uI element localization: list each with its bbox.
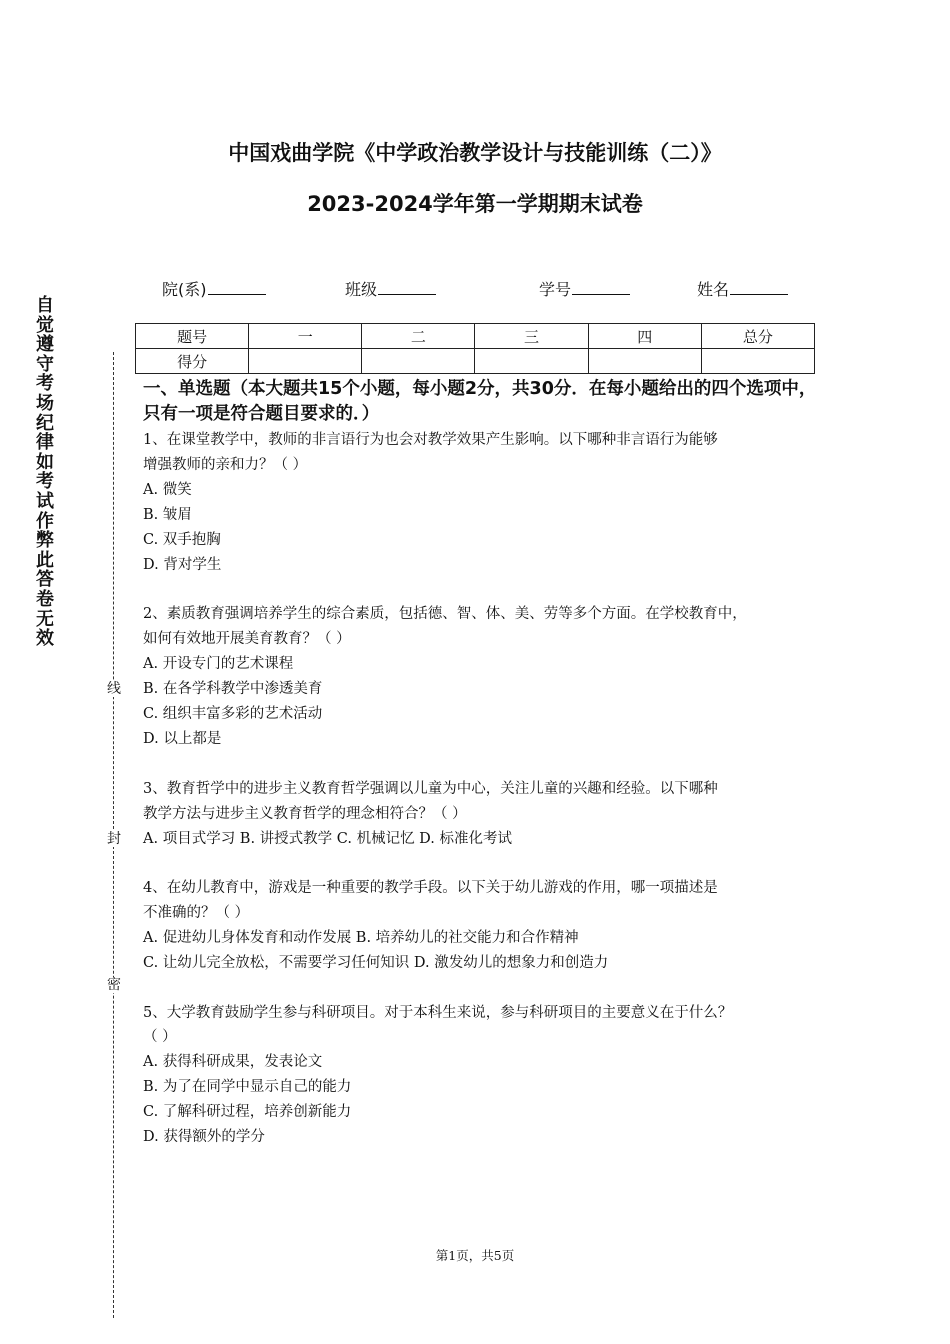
binding-mark-line: 线 [107,681,121,697]
question-line: （ ） [143,1029,177,1045]
question-line: 1、在课堂教学中，教师的非言语行为也会对教学效果产生影响。以下哪种非言语行为能够 [143,432,718,448]
option-line: B. 为了在同学中显示自己的能力 [143,1079,352,1095]
class-field[interactable] [345,277,436,300]
student-id-field[interactable] [539,277,630,300]
binding-mark-seal: 封 [107,831,121,847]
question-line: 4、在幼儿教育中，游戏是一种重要的教学手段。以下关于幼儿游戏的作用，哪一项描述是 [143,880,718,896]
score-header-cell: 题号 [136,324,249,349]
binding-warning: 自觉遵守考场纪律如考试作弊此答卷无效 [36,295,54,650]
score-value-row [136,349,815,374]
option-line: B. 皱眉 [143,507,192,523]
option-line: B. 在各学科教学中渗透美育 [143,681,323,697]
option-line: A. 开设专门的艺术课程 [143,656,294,672]
score-header-cell: 一 [249,324,362,349]
question-line: 如何有效地开展美育教育？（ ） [143,631,351,647]
student-id-label: 学号 [539,280,572,299]
option-line: C. 双手抱胸 [143,532,221,548]
question-line: 不准确的？（ ） [143,905,250,921]
option-line: A. 项目式学习 B. 讲授式教学 C. 机械记忆 D. 标准化考试 [143,831,513,847]
name-field[interactable] [697,277,788,300]
exam-title-line2: 2023-2024学年第一学期期末试卷 [307,192,643,216]
name-label: 姓名 [697,280,730,299]
score-header-cell: 三 [475,324,588,349]
option-line: C. 了解科研过程，培养创新能力 [143,1104,352,1120]
score-row-label: 得分 [136,349,249,374]
score-table [135,323,815,374]
score-header-cell: 二 [362,324,475,349]
question-line: 2、素质教育强调培养学生的综合素质，包括德、智、体、美、劳等多个方面。在学校教育中， [143,606,747,622]
option-line: D. 获得额外的学分 [143,1129,265,1145]
score-cell[interactable] [249,349,362,374]
option-line: A. 获得科研成果，发表论文 [143,1054,323,1070]
score-cell[interactable] [701,349,814,374]
question-line: 3、教育哲学中的进步主义教育哲学强调以儿童为中心，关注儿童的兴趣和经验。以下哪种 [143,781,718,797]
score-header-row [136,324,815,349]
dept-label: 院(系) [162,280,207,299]
score-header-cell: 四 [588,324,701,349]
option-line: D. 以上都是 [143,731,222,747]
question-line: 增强教师的亲和力？（ ） [143,457,308,473]
exam-title-line1: 中国戏曲学院《中学政治教学设计与技能训练（二）》 [228,141,722,165]
score-cell[interactable] [588,349,701,374]
page-number: 第1页，共5页 [435,1248,515,1263]
option-line: A. 微笑 [143,482,192,498]
question-line: 5、大学教育鼓励学生参与科研项目。对于本科生来说，参与科研项目的主要意义在于什么？ [143,1005,733,1021]
score-cell[interactable] [362,349,475,374]
class-label: 班级 [345,280,378,299]
option-line: C. 组织丰富多彩的艺术活动 [143,706,323,722]
score-header-cell: 总分 [701,324,814,349]
option-line: A. 促进幼儿身体发育和动作发展 B. 培养幼儿的社交能力和合作精神 [143,930,579,946]
score-cell[interactable] [475,349,588,374]
question-line: 教学方法与进步主义教育哲学的理念相符合？（ ） [143,806,467,822]
option-line: D. 背对学生 [143,557,222,573]
section-title: 一、单选题（本大题共15个小题，每小题2分，共30分．在每小题给出的四个选项中，只有一项是符合题目要求的．） [143,379,817,424]
dept-field[interactable] [162,277,266,300]
option-line: C. 让幼儿完全放松，不需要学习任何知识 D. 激发幼儿的想象力和创造力 [143,955,609,971]
binding-mark-secret: 密 [107,977,121,993]
